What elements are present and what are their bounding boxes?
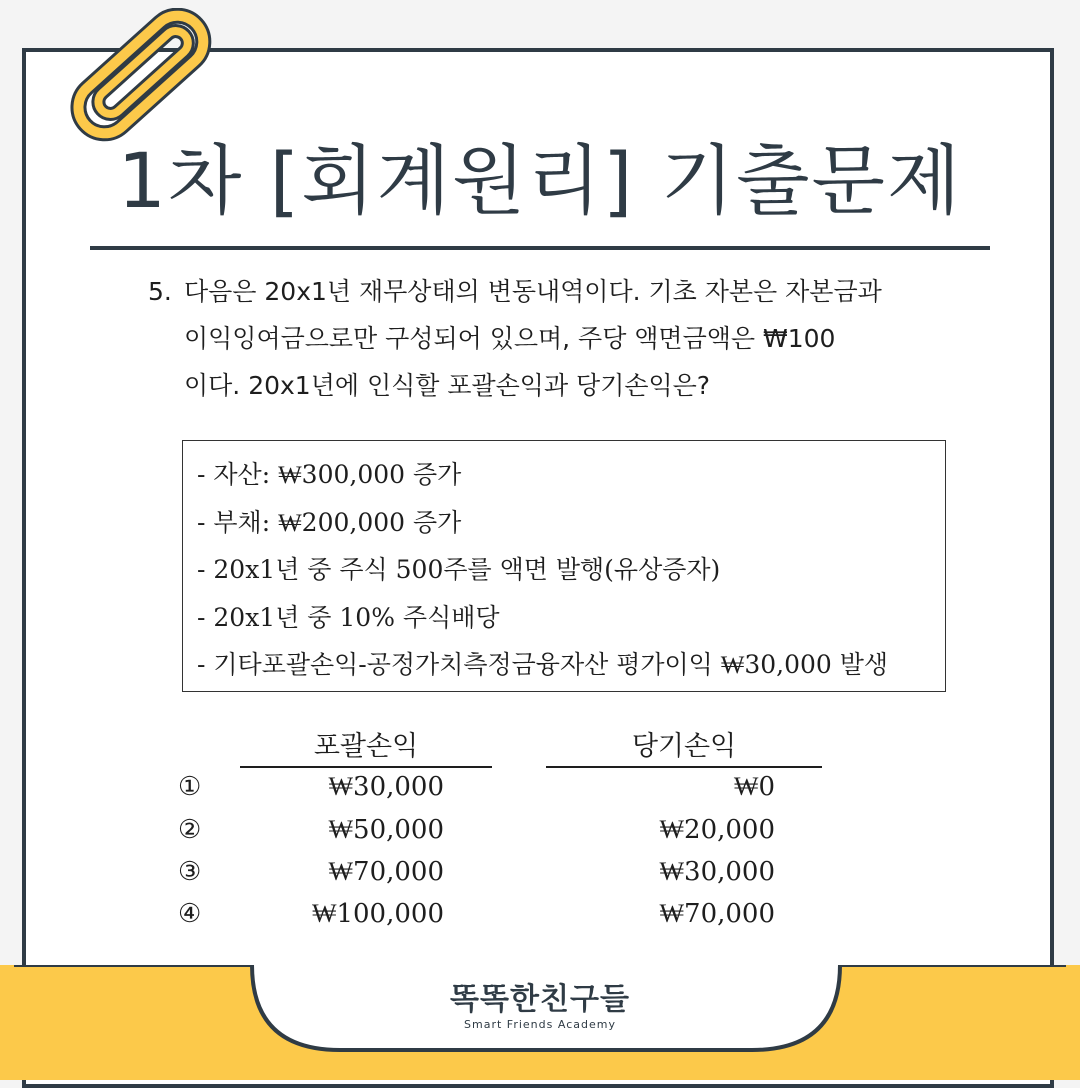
question-line-3: 이다. 20x1년에 인식할 포괄손익과 당기손익은? (184, 371, 711, 400)
option-comprehensive: ₩30,000 (328, 772, 444, 802)
condition-item: - 20x1년 중 주식 500주를 액면 발행(유상증자) (197, 555, 721, 584)
option-net: ₩0 (733, 772, 775, 802)
condition-item: - 부채: ₩200,000 증가 (197, 507, 462, 537)
option-net: ₩20,000 (659, 815, 775, 845)
answer-option-1[interactable] (0, 772, 1080, 814)
conditions-box (182, 440, 946, 692)
condition-item: - 20x1년 중 10% 주식배당 (197, 602, 500, 632)
title-divider (90, 246, 990, 250)
brand-logo (0, 974, 1080, 1031)
column-underline (240, 766, 492, 768)
question-number: 5. (148, 277, 172, 306)
question-text (148, 268, 948, 409)
answer-option-2[interactable] (0, 815, 1080, 857)
question-line-1: 5. 다음은 20x1년 재무상태의 변동내역이다. 기초 자본은 자본금과 (148, 268, 948, 315)
column-header-comprehensive: 포괄손익 (313, 731, 419, 762)
condition-item: - 자산: ₩300,000 증가 (197, 460, 462, 489)
answer-option-3[interactable] (0, 857, 1080, 899)
option-comprehensive: ₩70,000 (328, 857, 444, 887)
logo-sub-text: Smart Friends Academy (464, 1018, 616, 1031)
column-underline (546, 766, 822, 768)
logo-main-text: 똑똑한친구들 (450, 982, 630, 1017)
question-line-2: 이익잉여금으로만 구성되어 있으며, 주당 액면금액은 ₩100 (184, 324, 836, 353)
option-net: ₩30,000 (659, 857, 775, 887)
condition-item: - 기타포괄손익-공정가치측정금융자산 평가이익 ₩30,000 발생 (197, 650, 889, 679)
option-number: ④ (178, 899, 202, 929)
column-header-net: 당기손익 (631, 731, 737, 762)
option-net: ₩70,000 (659, 899, 775, 929)
option-number: ① (178, 772, 202, 802)
answer-option-4[interactable] (0, 899, 1080, 941)
page-title: 1차 [회계원리] 기출문제 (117, 136, 963, 225)
option-number: ② (178, 815, 202, 845)
option-comprehensive: ₩100,000 (311, 899, 444, 929)
option-comprehensive: ₩50,000 (328, 815, 444, 845)
option-number: ③ (178, 857, 202, 887)
